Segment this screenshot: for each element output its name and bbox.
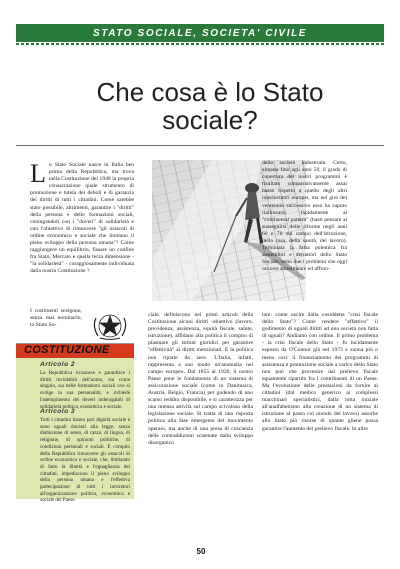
page-number: 50	[196, 547, 206, 556]
column-1-bottom-text: I costituenti scelgono, senza mai nominarlo, lo Stato So-	[30, 308, 82, 329]
title-divider	[16, 145, 384, 146]
column-3-continuation	[262, 312, 378, 433]
header-dotted-rule	[16, 43, 384, 45]
section-header-band	[16, 24, 384, 42]
column-3	[262, 160, 347, 274]
article-2-text: La Repubblica riconosce e garantisce i diritti inviolabili dell'uomo, sia come singolo, sia nelle formazioni sociali ove si svolge la sua personalità, e richiede l'adempimento dei doveri inderogabili di solidarietà politica, economica e sociale.	[40, 370, 130, 410]
column-3b-text: tare: come uscire dalla cosiddetta "crisi fiscale dello Stato"? Come rendere "effettivo" il godimento di uguali diritti ad una società non fatta di uguali? Andiamo con ordine. Il primo problema - la crisi fiscale dello Stato - fu lucidamente esposto da O'Connor già nel 1973 e suona più o meno così: il finanziamento dei programmi di assistenza e promozione sociale a carico dello Stato non può che provenire dal prelievo fiscale equamente ripartito fra i contribuenti di un Paese. Ma l'evoluzione delle prestazioni da fornire ai cittadini (dal medico generico ai complessi macchinari specialistici, dalla lotta iniziale all'analfabetismo alla creazione di un sistema di istruzione al passo col mondo del lavoro) assorbe allo Stato più risorse di quante gliene possa garantire l'aumento del prelievo fiscale. In altre	[262, 312, 378, 432]
article-3-title: Articolo 3	[40, 408, 75, 415]
article-3-text: Tutti i cittadini hanno pari dignità sociale e sono uguali davanti alla legge, senza distinzione di sesso, di razza, di lingua, di religione, di opinioni politiche, di condizioni personali e sociali. È compito della Repubblica rimuovere gli ostacoli di ordine economico e sociale, che, limitando di fatto la libertà e l'eguaglianza dei cittadini, impediscono il pieno sviluppo della persona umana e l'effettiva partecipazione di tutti i lavoratori all'organizzazione politica, economica e sociale del Paese.	[40, 417, 130, 504]
section-header-text: STATO SOCIALE, SOCIETA' CIVILE	[92, 27, 308, 39]
italian-republic-emblem-icon	[88, 310, 132, 342]
column-3-text: della società industriale. Certo, almeno fino agli anni 50, il grado di copertura dei nostri programmi è risultato comparativamente assai basso rispetto a quello degli altri interlocutori europei, ma nel giro del ventennio successivo esso ha saputo riallinearsi rapidamente al "continental pattern" (basti pensare al susseguirsi delle riforme negli anni 60 e 70 sul campo dell'istruzione, della casa, della sanità, del lavoro). Terminata la falsa polemica fra sostenitori e detrattori dello Stato Sociale, sono due i problemi che oggi occorre sottolineare ed affron-	[262, 160, 347, 273]
drop-cap: L	[30, 159, 46, 188]
column-2	[148, 312, 253, 447]
column-1	[30, 159, 134, 276]
article-2-title: Articolo 2	[40, 361, 75, 368]
column-1-continuation	[30, 308, 82, 329]
costituzione-header	[16, 344, 134, 358]
column-1-text: o Stato Sociale nasce in Italia ben prima della Repubblica, ma trova nella Costituzione del 1948 la propria consacrazione quale strumento di promozione e tutela dei deboli e di garanzia dei diritti di tutti i cittadini. Come sarebbe stato possibile, altrimenti, garantire i "diritti" della persona e delle formazioni sociali, coniugandoli con i "doveri" di solidarietà e con l'obiettivo di rimuovere "gli ostacoli di ordine economico e sociale che limitano il pieno sviluppo della persona umana"? Come raggiungere un equilibrio, fissare un confine fra Stato, Mercato e quella terza dimensione - "la solidarietà" - coraggiosamente individuata dalla nostra Costituzione ?	[30, 162, 134, 275]
costituzione-label: COSTITUZIONE	[24, 344, 110, 356]
article-title: Che cosa è lo Stato sociale?	[96, 77, 324, 135]
column-2-text: ciale, definiscono nei primi articoli della Costituzione alcuni diritti -obiettivo (lavoro, previdenza, assistenza, equità fiscale, salute, istruzione), affidano alla politica il compito di plasmare gli istituti giuridici per garantire "effettività" ai diritti menzionati. E la politica non riparte da zero. L'Italia, infatti, rappresenta a suo modo un'anomalia nel campo europeo. Dal 1855 al 1920, il nostro Paese pone le fondamenta di un sistema di assicurazione sociale (come in Danimarca, Austria, Belgio, Francia) per godendo di uno scarso reddito disponibile, e si caratterizza per una intensa attività sul campo scivoloso della legislazione sociale. Si tratta di una risposta politica alla fase emergente del movimento operaio, ma anche di una presa di coscienza delle contraddizioni scatenate dallo sviluppo disorganico	[148, 312, 253, 446]
costituzione-box	[16, 343, 134, 504]
